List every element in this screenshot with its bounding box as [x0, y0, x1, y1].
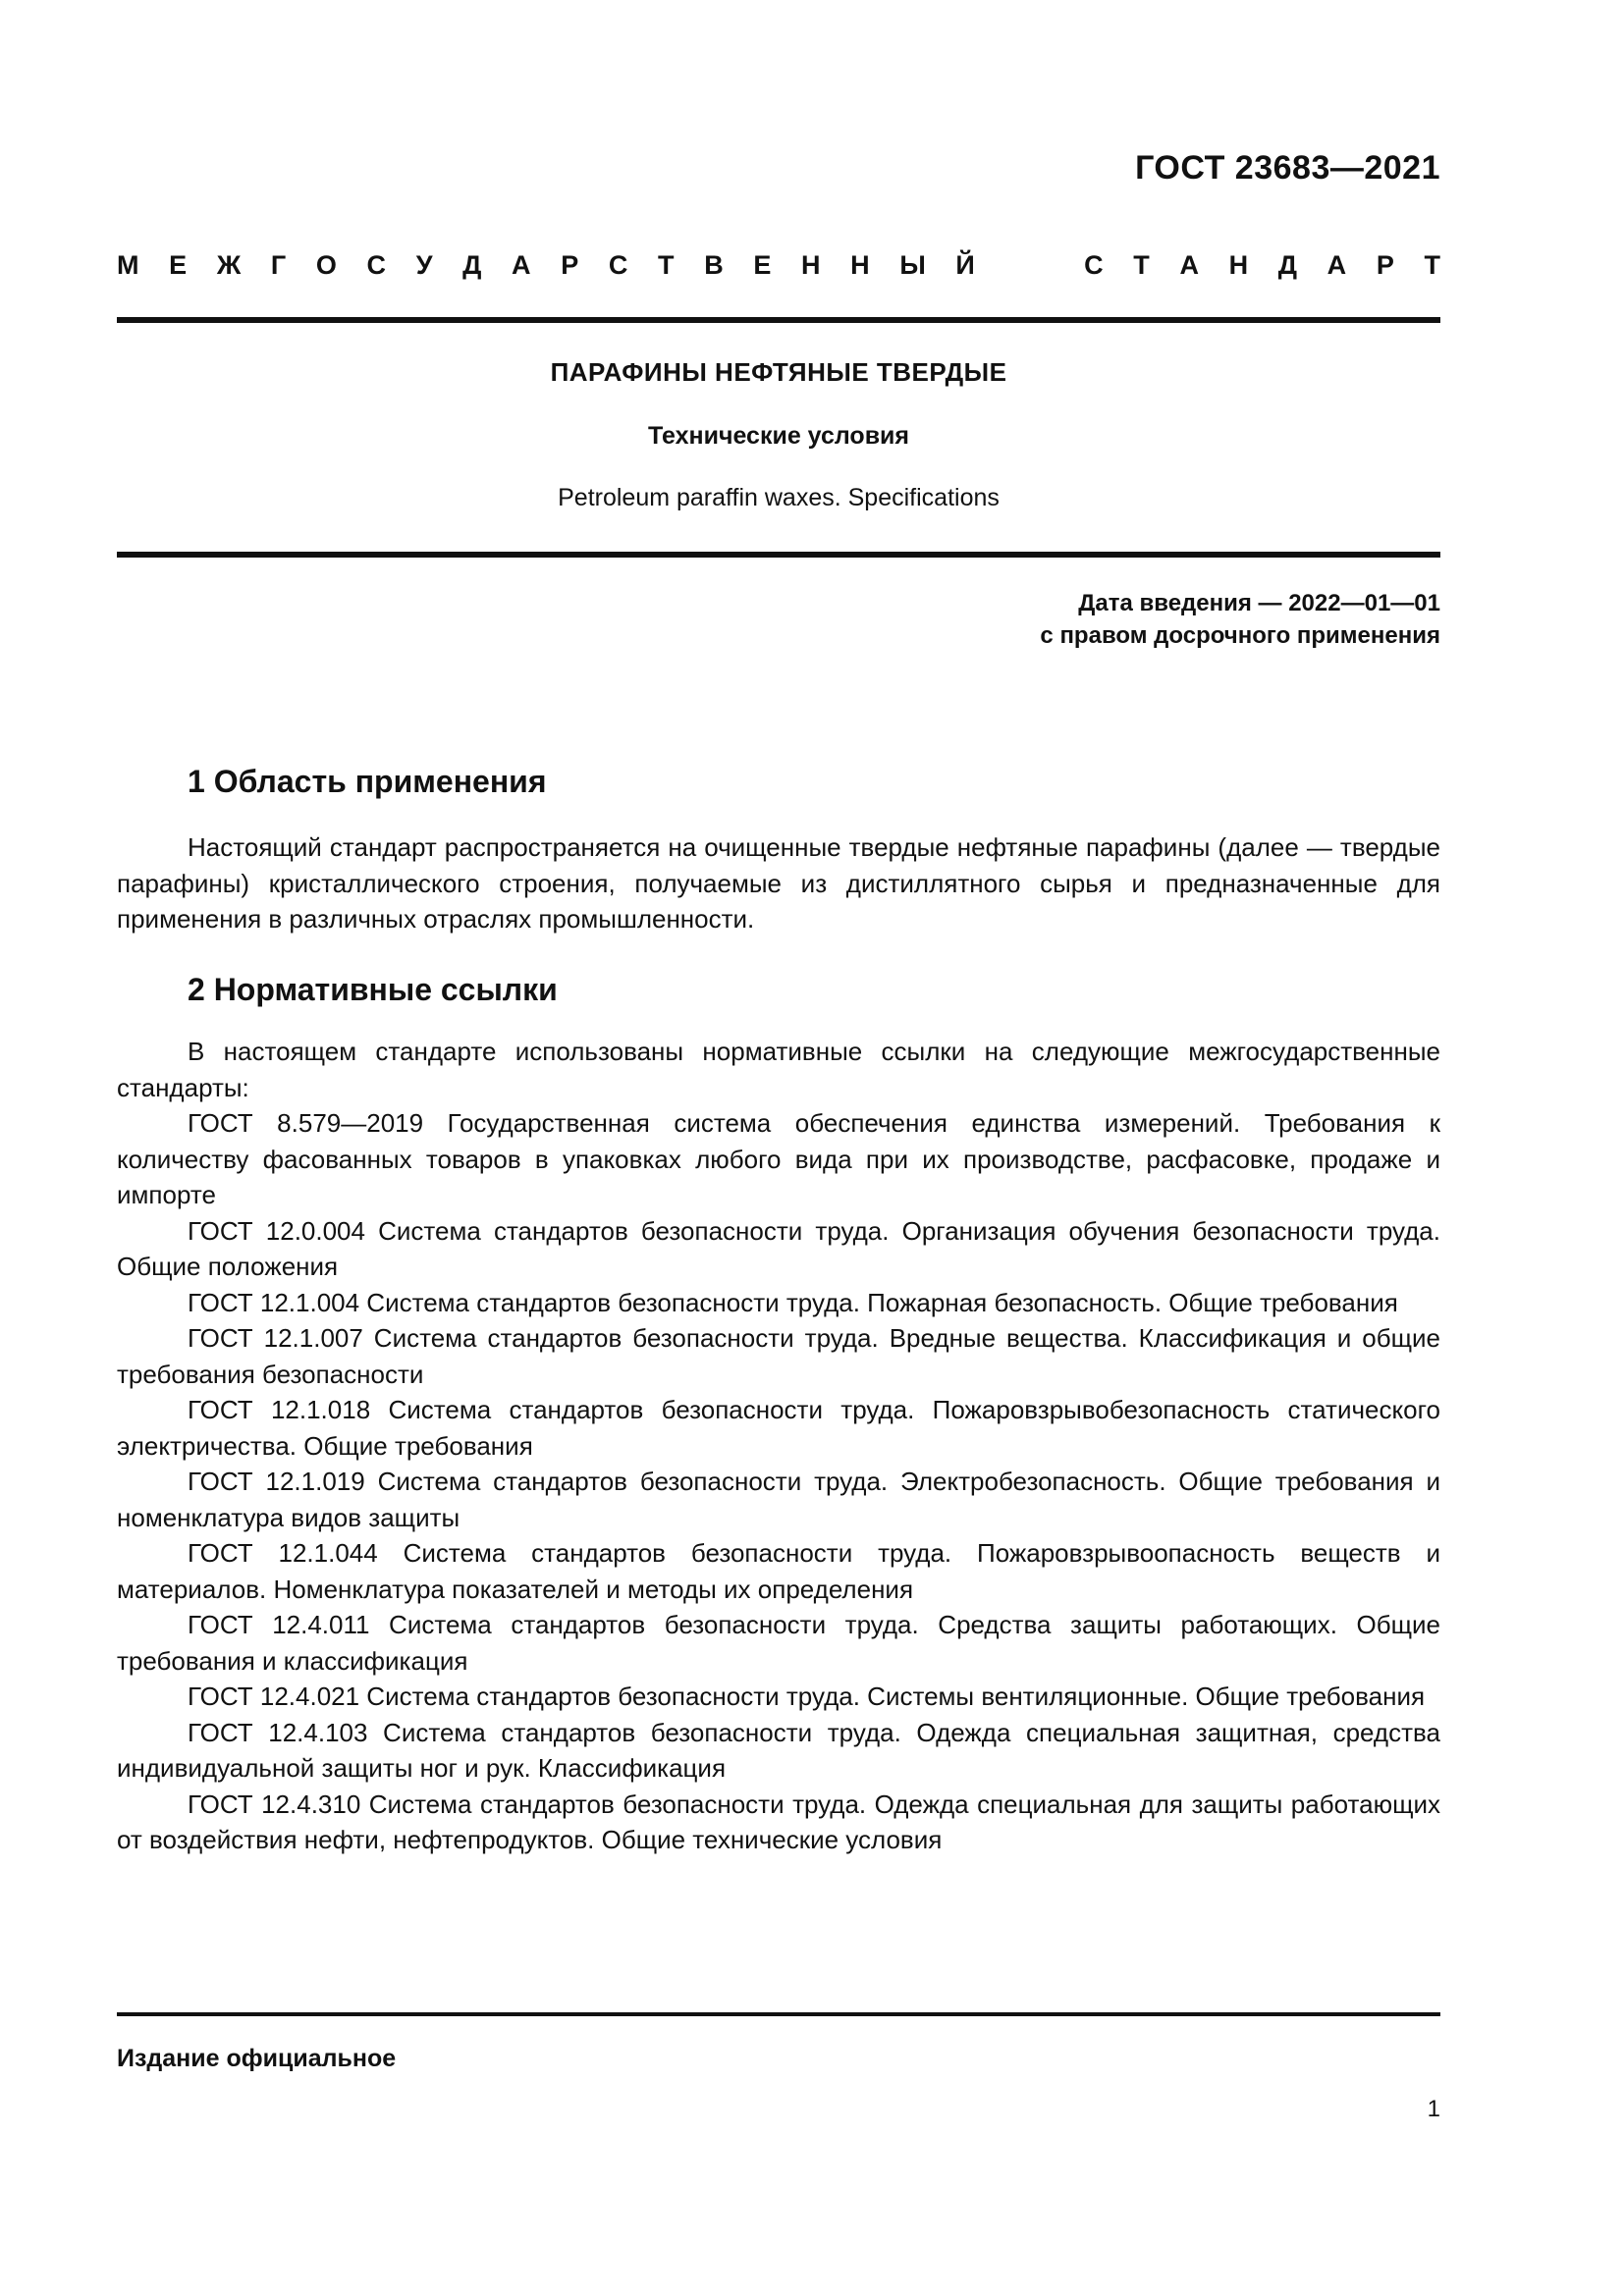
standard-type-letter: О	[315, 250, 337, 280]
standard-type-letter: Р	[1376, 250, 1394, 280]
reference-item: ГОСТ 12.1.019 Система стандартов безопасности труда. Электробезопасность. Общие требования и номенклатура видов защиты	[117, 1467, 1440, 1532]
reference-item: ГОСТ 12.1.004 Система стандартов безопасности труда. Пожарная безопасность. Общие требования	[188, 1287, 1398, 1317]
standard-type-letter: Т	[1424, 250, 1440, 280]
reference-item: ГОСТ 12.4.011 Система стандартов безопасности труда. Средства защиты работающих. Общие требования и классификация	[117, 1610, 1440, 1676]
early-application-note: с правом досрочного применения	[1040, 622, 1440, 649]
standard-type-letter: Е	[169, 250, 188, 280]
references-list	[117, 1034, 1440, 1858]
reference-item: ГОСТ 12.4.310 Система стандартов безопасности труда. Одежда специальная для защиты работающих от воздействия нефти, нефтепродуктов. Общие технические условия	[117, 1789, 1440, 1854]
reference-item: ГОСТ 8.579—2019 Государственная система обеспечения единства измерений. Требования к количеству фасованных товаров в упаковках любого вида при их производстве, расфасовке, продаже и импорте	[117, 1108, 1440, 1209]
footer-rule	[117, 2012, 1440, 2016]
document-subtitle: Технические условия	[647, 422, 910, 450]
section-scope-text: Настоящий стандарт распространяется на очищенные твердые нефтяные парафины (далее — твердые парафины) кристаллического строения, получаемые из дистиллятного сырья и предназначенные для применения в различных отраслях промышленности.	[117, 832, 1440, 934]
document-number: ГОСТ 23683—2021	[1135, 149, 1440, 187]
reference-item: ГОСТ 12.0.004 Система стандартов безопасности труда. Организация обучения безопасности труда. Общие положения	[117, 1215, 1440, 1281]
standard-type-letter: А	[1179, 250, 1199, 280]
standard-type-letter: Г	[270, 250, 287, 280]
section-heading-references: 2 Нормативные ссылки	[188, 972, 558, 1007]
header-rule	[117, 317, 1440, 323]
standard-type-letter: Р	[561, 250, 579, 280]
references-intro: В настоящем стандарте использованы нормативные ссылки на следующие межгосударственные стандарты:	[117, 1037, 1440, 1102]
standard-type-letter: Е	[753, 250, 772, 280]
standard-type-letter: В	[704, 250, 724, 280]
standard-type-letter: М	[117, 250, 139, 280]
standard-type-letter: Д	[1277, 250, 1298, 280]
reference-item: ГОСТ 12.4.021 Система стандартов безопасности труда. Системы вентиляционные. Общие требования	[188, 1682, 1426, 1711]
standard-type-letter: Д	[462, 250, 482, 280]
standard-type-letter: Н	[1228, 250, 1249, 280]
document-title-english: Petroleum paraffin waxes. Specifications	[558, 484, 1000, 511]
section-heading-scope: 1 Область применения	[188, 764, 547, 799]
document-title: ПАРАФИНЫ НЕФТЯНЫЕ ТВЕРДЫЕ	[550, 357, 1007, 387]
standard-type-letter: Ж	[216, 250, 242, 280]
standard-type-letter: Н	[850, 250, 870, 280]
standard-type-letter: Й	[955, 250, 975, 280]
introduction-date: Дата введения — 2022—01—01	[1078, 590, 1440, 616]
title-rule	[117, 552, 1440, 558]
introduction-date-block	[1040, 587, 1440, 652]
standard-type-letter: С	[1084, 250, 1104, 280]
standard-type-letter: Т	[1133, 250, 1150, 280]
reference-item: ГОСТ 12.1.007 Система стандартов безопасности труда. Вредные вещества. Классификация и общие требования безопасности	[117, 1323, 1440, 1389]
standard-type-letter: А	[512, 250, 531, 280]
standard-type-letter: Т	[658, 250, 675, 280]
standard-type-letter: С	[366, 250, 387, 280]
standard-type-letter: С	[608, 250, 628, 280]
reference-item: ГОСТ 12.1.044 Система стандартов безопасности труда. Пожаровзрывоопасность веществ и материалов. Номенклатура показателей и методы их определения	[117, 1538, 1440, 1604]
reference-item: ГОСТ 12.4.103 Система стандартов безопасности труда. Одежда специальная защитная, средства индивидуальной защиты ног и рук. Классификация	[117, 1717, 1440, 1783]
standard-type-letter: Н	[801, 250, 821, 280]
standard-type-letter: У	[415, 250, 433, 280]
standard-type-letter: Ы	[899, 250, 926, 280]
standard-type-letter: А	[1326, 250, 1347, 280]
word-gap	[1004, 250, 1054, 281]
standard-type-heading	[117, 250, 1440, 281]
reference-item: ГОСТ 12.1.018 Система стандартов безопасности труда. Пожаровзрывобезопасность статического электричества. Общие требования	[117, 1395, 1440, 1461]
page-number: 1	[1427, 2096, 1440, 2122]
edition-label: Издание официальное	[117, 2045, 397, 2072]
